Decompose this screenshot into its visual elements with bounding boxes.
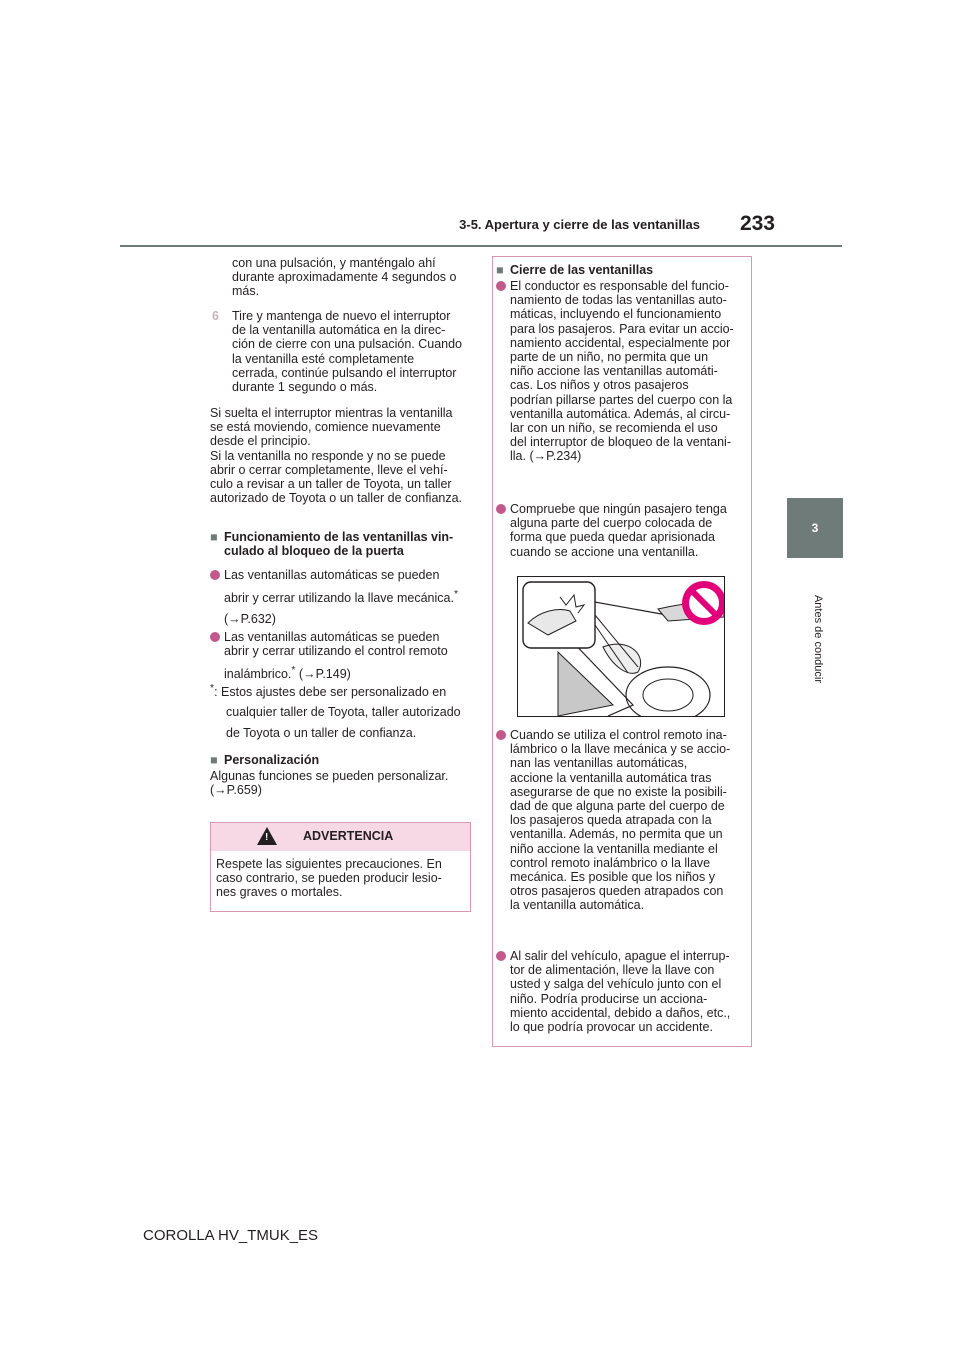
text-line: Tire y mantenga de nuevo el interruptor xyxy=(232,309,451,323)
bullet-driver-responsibility xyxy=(510,279,744,464)
text-line: niño. Podría producirse un acciona- xyxy=(510,991,708,1006)
text-line: para los pasajeros. Para evitar un accio- xyxy=(510,321,734,336)
bullet-dot-icon xyxy=(496,504,506,514)
step5-continuation xyxy=(232,256,472,299)
text-line: los pasajeros queda atrapada con la xyxy=(510,813,712,828)
text-line: lar con un niño, se recomienda el uso xyxy=(510,421,718,436)
text-line: cualquier taller de Toyota, taller autorizado xyxy=(226,705,461,720)
window-pinch-illustration xyxy=(517,576,725,717)
text-line: alguna parte del cuerpo colocada de xyxy=(510,516,713,531)
text-line: namiento de todas las ventanillas auto- xyxy=(510,293,727,308)
text-line: de la ventanilla automática en la direc- xyxy=(232,323,446,338)
page-reference[interactable]: (→P.149) xyxy=(295,667,351,682)
step6-text xyxy=(232,309,472,394)
paragraph xyxy=(210,406,472,505)
footnote-mark: * xyxy=(453,589,459,601)
header-rule xyxy=(120,245,842,247)
text-line: niño accione las ventanillas automáti- xyxy=(510,364,718,379)
text-line: miento accidental, debido a daños, etc., xyxy=(510,1005,731,1020)
text-line: Si suelta el interruptor mientras la ventanilla xyxy=(210,406,453,420)
text-line: tor de alimentación, lleve la llave con xyxy=(510,963,715,978)
text-line: asegurarse de que no existe la posibili- xyxy=(510,784,727,799)
text-line: Las ventanillas automáticas se pueden xyxy=(224,568,440,582)
box-heading: Cierre de las ventanillas xyxy=(510,263,654,277)
heading-customization xyxy=(210,753,472,798)
bullet-dot-icon xyxy=(496,281,506,291)
footnote xyxy=(210,682,472,740)
text-line: durante aproximadamente 4 segundos o xyxy=(232,270,457,285)
text-line xyxy=(210,682,472,699)
bullet-check-passengers xyxy=(510,502,744,559)
text-line: cas. Los niños y otros pasajeros xyxy=(510,378,689,393)
text-fragment: abrir y cerrar utilizando la llave mecánica. xyxy=(224,591,454,606)
heading-line: Personalización xyxy=(224,753,320,767)
square-bullet-icon: ■ xyxy=(210,530,218,544)
step-number: 6 xyxy=(212,309,219,323)
bullet-remote-caution xyxy=(510,728,744,913)
bullet-dot-icon xyxy=(210,570,220,580)
square-bullet-icon: ■ xyxy=(210,753,218,767)
text-line: lo que podría provocar un accidente. xyxy=(510,1020,713,1035)
text-line: Respete las siguientes precauciones. En xyxy=(216,857,442,871)
model-code: COROLLA HV_TMUK_ES xyxy=(143,1227,319,1244)
text-line: Al salir del vehículo, apague el interrup- xyxy=(510,949,730,963)
heading-line: culado al bloqueo de la puerta xyxy=(224,544,404,559)
text-line: niño accione la ventanilla mediante el xyxy=(510,841,718,856)
text-line: culo a revisar a un taller de Toyota, un taller xyxy=(210,477,452,492)
text-line: abrir o cerrar completamente, lleve el vehí- xyxy=(210,462,448,477)
bullet-leaving-vehicle xyxy=(510,949,744,1034)
page-reference[interactable]: (→P.659) xyxy=(210,783,262,798)
square-bullet-icon: ■ xyxy=(496,263,504,277)
text-line: abrir y cerrar utilizando el control remoto xyxy=(224,644,448,659)
text-line: otros pasajeros queden atrapados con xyxy=(510,884,724,899)
text-line: Compruebe que ningún pasajero tenga xyxy=(510,502,727,516)
text-line: parte de un niño, no permita que un xyxy=(510,350,709,365)
text-line xyxy=(210,664,472,681)
text-line: del interruptor de bloqueo de la ventani- xyxy=(510,435,731,450)
text-line: podrían pillarse partes del cuerpo con la xyxy=(510,392,733,407)
bullet-dot-icon xyxy=(496,730,506,740)
text-line: Las ventanillas automáticas se pueden xyxy=(224,630,440,644)
footnote-mark: * xyxy=(210,683,215,694)
text-line: máticas, incluyendo el funcionamiento xyxy=(510,307,722,322)
heading-line: Funcionamiento de las ventanillas vin- xyxy=(224,530,454,544)
page-reference[interactable]: lla. (→P.234) xyxy=(510,449,582,464)
chapter-tab[interactable]: 3 xyxy=(787,498,843,558)
text-line: dad de que alguna parte del cuerpo de xyxy=(510,799,725,814)
bullet-remote xyxy=(210,630,472,682)
text-line: Cuando se utiliza el control remoto ina- xyxy=(510,728,727,742)
text-line: de Toyota o un taller de confianza. xyxy=(226,725,417,740)
exclamation-icon: ! xyxy=(265,832,269,843)
text-line: autorizado de Toyota o un taller de confianza. xyxy=(210,491,463,506)
text-line: desde el principio. xyxy=(210,434,311,449)
text-fragment: : Estos ajustes debe ser personalizado en xyxy=(214,685,447,700)
text-line: la ventanilla esté completamente xyxy=(232,351,415,366)
page-number: 233 xyxy=(739,212,775,235)
chapter-title: Antes de conducir xyxy=(812,594,824,684)
text-line: Si la ventanilla no responde y no se puede xyxy=(210,448,446,463)
footnote-mark: * xyxy=(291,665,296,677)
text-line: control remoto inalámbrico o la llave xyxy=(510,855,711,870)
text-line xyxy=(210,588,472,605)
warning-box xyxy=(210,822,471,912)
text-line: ventanilla. Además, no permita que un xyxy=(510,827,723,842)
text-line: nes graves o mortales. xyxy=(216,885,343,900)
warning-header xyxy=(211,823,470,851)
text-line: más. xyxy=(232,284,260,299)
page-reference[interactable]: (→P.632) xyxy=(224,611,276,626)
text-line: la ventanilla automática. xyxy=(510,898,645,913)
bullet-dot-icon xyxy=(496,951,506,961)
text-line: El conductor es responsable del funcio- xyxy=(510,279,729,293)
text-line: cerrada, continúe pulsando el interruptor xyxy=(232,365,457,380)
text-line: accione la ventanilla automática tras xyxy=(510,770,712,785)
car-interior-illustration xyxy=(518,577,724,716)
text-line: forma que pueda quedar aprisionada xyxy=(510,530,716,545)
bullet-mechanical-key xyxy=(210,568,472,626)
text-fragment: inalámbrico. xyxy=(224,667,292,682)
text-line: con una pulsación, y manténgalo ahí xyxy=(232,256,436,270)
text-line: Algunas funciones se pueden personalizar. xyxy=(210,769,449,784)
text-line: lámbrico o la llave mecánica y se accio- xyxy=(510,742,731,757)
heading-door-lock xyxy=(210,530,472,558)
text-line: cuando se accione una ventanilla. xyxy=(510,544,699,559)
text-line: caso contrario, se pueden producir lesio- xyxy=(216,871,442,886)
warning-title: ADVERTENCIA xyxy=(303,829,394,843)
text-line: ventanilla automática. Además, al circu- xyxy=(510,406,731,421)
section-title: 3-5. Apertura y cierre de las ventanillas xyxy=(459,217,700,232)
text-line: durante 1 segundo o más. xyxy=(232,380,378,395)
warning-body xyxy=(216,857,466,900)
text-line: usted y salga del vehículo junto con el xyxy=(510,977,722,992)
text-line: se está moviendo, comience nuevamente xyxy=(210,420,441,435)
text-line: nan las ventanillas automáticas, xyxy=(510,756,688,771)
bullet-dot-icon xyxy=(210,632,220,642)
text-line: mecánica. Es posible que los niños y xyxy=(510,870,715,885)
text-line: namiento accidental, especialmente por xyxy=(510,335,731,350)
text-line: ción de cierre con una pulsación. Cuando xyxy=(232,337,463,352)
